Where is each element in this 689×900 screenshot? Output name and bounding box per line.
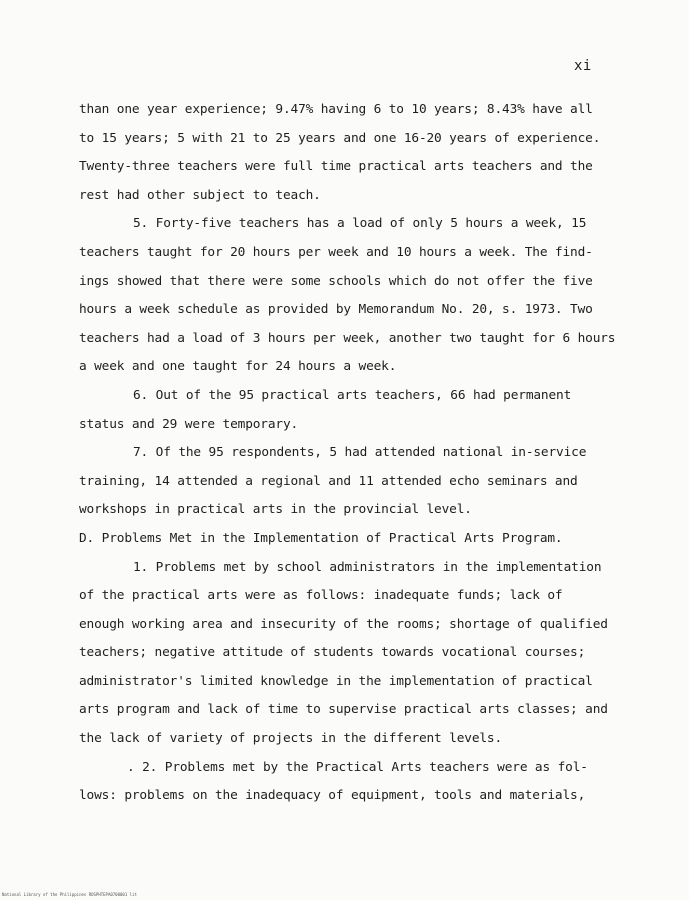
text-line: than one year experience; 9.47% having 6 to 10 years; 8.43% have all (79, 102, 593, 117)
text-line: hours a week schedule as provided by Memorandum No. 20, s. 1973. Two (79, 302, 593, 318)
text-line: ings showed that there were some schools which do not offer the five (79, 273, 593, 289)
item-1-start: 1. Problems met by school administrators in the implementation (133, 559, 602, 575)
section-heading: D. Problems Met in the Implementation of Practical Arts Program. (79, 530, 563, 546)
library-footer: National Library of the Philippines ROSPHTEPA0700001 lit (2, 892, 137, 897)
text-line: arts program and lack of time to supervise practical arts classes; and (79, 702, 608, 718)
text-line: training, 14 attended a regional and 11 attended echo seminars and (79, 473, 578, 489)
text-line: of the practical arts were as follows: inadequate funds; lack of (79, 588, 563, 604)
text-line: enough working area and insecurity of the rooms; shortage of qualified (79, 616, 608, 632)
text-line: a week and one taught for 24 hours a week. (79, 359, 397, 375)
item-6-start: 6. Out of the 95 practical arts teachers, 66 had permanent (133, 387, 572, 403)
text-line: teachers taught for 20 hours per week and 10 hours a week. The find- (79, 244, 593, 260)
body-text (79, 96, 619, 811)
text-line: teachers had a load of 3 hours per week, another two taught for 6 hours (79, 330, 616, 346)
text-line: Twenty-three teachers were full time practical arts teachers and the (79, 159, 593, 175)
text-line: status and 29 were temporary. (79, 416, 299, 432)
text-line: to 15 years; 5 with 21 to 25 years and one 16-20 years of experience. (79, 130, 601, 146)
text-line: the lack of variety of projects in the different levels. (79, 731, 503, 747)
item-5-start: 5. Forty-five teachers has a load of only 5 hours a week, 15 (133, 216, 587, 232)
text-line: administrator's limited knowledge in the implementation of practical (79, 673, 593, 689)
item-7-start: 7. Of the 95 respondents, 5 had attended national in-service (133, 445, 587, 461)
text-line: rest had other subject to teach. (79, 187, 321, 203)
text-line: lows: problems on the inadequacy of equipment, tools and materials, (79, 788, 586, 804)
text-line: workshops in practical arts in the provincial level. (79, 502, 472, 518)
text-line: teachers; negative attitude of students towards vocational courses; (79, 645, 586, 661)
item-2-start: . 2. Problems met by the Practical Arts teachers were as fol- (127, 759, 588, 775)
page-number: xi (574, 58, 592, 74)
